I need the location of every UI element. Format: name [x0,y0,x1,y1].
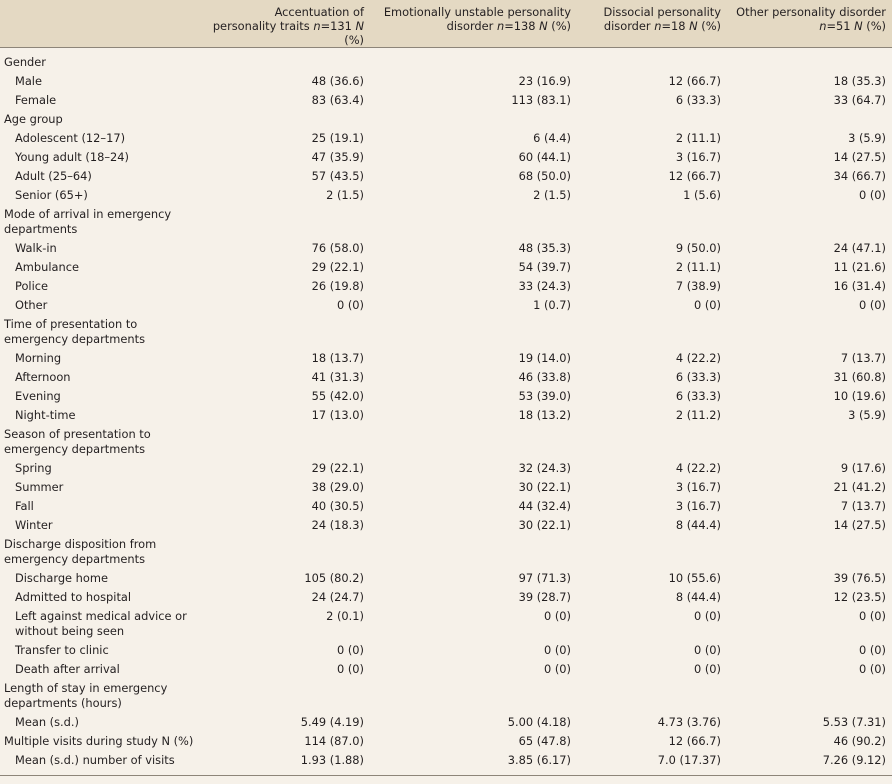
row-label: Female [15,93,57,107]
table-row [0,753,892,775]
category-row [0,48,892,75]
value-cell: 6 (4.4) [533,131,571,145]
row-label: Death after arrival [15,662,120,676]
value-cell: 1.93 (1.88) [300,753,364,767]
row-label: Police [15,279,49,293]
value-cell: 14 (27.5) [833,150,886,164]
table-row [0,298,892,317]
value-cell: 2 (1.5) [326,188,364,202]
value-cell: 7 (13.7) [840,499,886,513]
value-cell: 10 (19.6) [833,389,886,403]
value-cell [370,48,577,75]
row-label: Male [15,74,42,88]
value-cell: 44 (32.4) [518,499,571,513]
value-cell [727,207,892,241]
value-cell: 0 (0) [858,662,886,676]
value-cell [370,681,577,715]
row-label: Mean (s.d.) number of visits [15,753,175,767]
table-row [0,93,892,112]
value-cell: 0 (0) [858,298,886,312]
row-label: Fall [15,499,34,513]
category-label: Time of presentation to emergency departments [4,317,145,346]
value-cell [577,427,727,461]
value-cell: 5.53 (7.31) [822,715,886,729]
value-cell: 0 (0) [858,609,886,623]
value-cell [727,112,892,131]
value-cell: 0 (0) [543,643,571,657]
value-cell: 24 (47.1) [833,241,886,255]
value-cell: 21 (41.2) [833,480,886,494]
value-cell: 0 (0) [693,298,721,312]
category-row [0,112,892,131]
category-row [0,207,892,241]
header-row [0,0,892,48]
value-cell: 47 (35.9) [311,150,364,164]
value-cell: 11 (21.6) [833,260,886,274]
table-row [0,590,892,609]
table-row [0,609,892,643]
value-cell: 14 (27.5) [833,518,886,532]
value-cell [370,207,577,241]
table-row [0,131,892,150]
value-cell: 2 (11.1) [675,131,721,145]
value-cell [207,537,370,571]
category-row [0,427,892,461]
value-cell: 68 (50.0) [518,169,571,183]
header-accentuation: Accentuation of personality traits n=131 N (%) [207,0,370,48]
row-label: Evening [15,389,61,403]
table-row [0,241,892,260]
value-cell: 2 (11.1) [675,260,721,274]
row-label: Walk-in [15,241,57,255]
value-cell: 5.00 (4.18) [507,715,571,729]
value-cell: 0 (0) [336,298,364,312]
value-cell: 53 (39.0) [518,389,571,403]
header-emotionally-unstable: Emotionally unstable personality disorder n=138 N (%) [370,0,577,48]
value-cell: 46 (33.8) [518,370,571,384]
value-cell: 0 (0) [858,643,886,657]
value-cell [370,112,577,131]
value-cell [207,681,370,715]
value-cell [370,537,577,571]
value-cell: 30 (22.1) [518,518,571,532]
table-header [0,0,892,48]
value-cell: 33 (64.7) [833,93,886,107]
category-row [0,317,892,351]
value-cell: 39 (28.7) [518,590,571,604]
value-cell: 0 (0) [543,662,571,676]
value-cell [370,427,577,461]
value-cell: 4 (22.2) [675,351,721,365]
value-cell: 105 (80.2) [304,571,364,585]
value-cell: 12 (66.7) [668,169,721,183]
value-cell [207,427,370,461]
table-row [0,370,892,389]
row-label: Senior (65+) [15,188,88,202]
value-cell: 41 (31.3) [311,370,364,384]
value-cell: 24 (18.3) [311,518,364,532]
value-cell: 18 (13.2) [518,408,571,422]
value-cell [577,207,727,241]
row-label: Spring [15,461,52,475]
table-row [0,389,892,408]
value-cell: 17 (13.0) [311,408,364,422]
value-cell: 12 (23.5) [833,590,886,604]
table-row [0,260,892,279]
table-row [0,571,892,590]
value-cell: 2 (0.1) [326,609,364,623]
row-label: Young adult (18–24) [15,150,129,164]
category-label: Mode of arrival in emergency departments [4,207,172,236]
value-cell [207,207,370,241]
value-cell: 32 (24.3) [518,461,571,475]
table-row [0,499,892,518]
header-dissocial: Dissocial personality disorder n=18 N (%) [577,0,727,48]
value-cell: 3 (16.7) [675,480,721,494]
value-cell: 46 (90.2) [833,734,886,748]
value-cell: 8 (44.4) [675,590,721,604]
table-body [0,48,892,776]
value-cell: 18 (35.3) [833,74,886,88]
value-cell: 2 (1.5) [533,188,571,202]
value-cell: 33 (24.3) [518,279,571,293]
value-cell: 6 (33.3) [675,370,721,384]
value-cell: 24 (24.7) [311,590,364,604]
value-cell [727,48,892,75]
header-blank [0,0,207,48]
table-row [0,662,892,681]
value-cell: 40 (30.5) [311,499,364,513]
value-cell [577,48,727,75]
value-cell: 5.49 (4.19) [300,715,364,729]
value-cell: 0 (0) [693,643,721,657]
header-other: Other personality disorder n=51 N (%) [727,0,892,48]
row-label: Summer [15,480,64,494]
value-cell: 7.0 (17.37) [657,753,721,767]
value-cell: 0 (0) [336,662,364,676]
value-cell: 57 (43.5) [311,169,364,183]
value-cell: 39 (76.5) [833,571,886,585]
value-cell: 3 (16.7) [675,150,721,164]
value-cell: 76 (58.0) [311,241,364,255]
value-cell: 3 (16.7) [675,499,721,513]
row-label: Winter [15,518,53,532]
value-cell: 8 (44.4) [675,518,721,532]
table-row [0,643,892,662]
row-label: Afternoon [15,370,71,384]
value-cell: 3.85 (6.17) [507,753,571,767]
value-cell: 65 (47.8) [518,734,571,748]
value-cell: 0 (0) [693,662,721,676]
table-row [0,461,892,480]
row-label: Night-time [15,408,76,422]
value-cell: 113 (83.1) [511,93,571,107]
row-label: Morning [15,351,62,365]
value-cell [727,537,892,571]
value-cell: 9 (50.0) [675,241,721,255]
value-cell: 16 (31.4) [833,279,886,293]
value-cell: 1 (0.7) [533,298,571,312]
category-label: Age group [4,112,63,126]
table-row [0,74,892,93]
table-row [0,188,892,207]
value-cell: 6 (33.3) [675,93,721,107]
value-cell: 0 (0) [543,609,571,623]
value-cell: 0 (0) [693,609,721,623]
table-row [0,150,892,169]
value-cell: 7.26 (9.12) [822,753,886,767]
category-label: Discharge disposition from emergency departments [4,537,157,566]
value-cell: 38 (29.0) [311,480,364,494]
category-label: Length of stay in emergency departments (hours) [4,681,168,710]
row-label: Other [15,298,48,312]
row-label: Transfer to clinic [15,643,109,657]
value-cell: 0 (0) [336,643,364,657]
table-row [0,408,892,427]
value-cell: 9 (17.6) [840,461,886,475]
category-label: Season of presentation to emergency departments [4,427,151,456]
value-cell: 54 (39.7) [518,260,571,274]
value-cell [577,537,727,571]
row-label: Adult (25–64) [15,169,92,183]
value-cell: 60 (44.1) [518,150,571,164]
value-cell: 4 (22.2) [675,461,721,475]
value-cell: 3 (5.9) [848,408,886,422]
category-row [0,734,892,753]
value-cell: 3 (5.9) [848,131,886,145]
value-cell [207,48,370,75]
value-cell [207,112,370,131]
value-cell: 4.73 (3.76) [657,715,721,729]
table-row [0,518,892,537]
value-cell [727,681,892,715]
row-label: Discharge home [15,571,108,585]
value-cell: 48 (36.6) [311,74,364,88]
value-cell: 25 (19.1) [311,131,364,145]
value-cell: 23 (16.9) [518,74,571,88]
value-cell: 7 (38.9) [675,279,721,293]
table-row [0,480,892,499]
value-cell: 6 (33.3) [675,389,721,403]
row-label: Adolescent (12–17) [15,131,126,145]
value-cell: 114 (87.0) [304,734,364,748]
value-cell: 10 (55.6) [668,571,721,585]
value-cell: 48 (35.3) [518,241,571,255]
value-cell [577,112,727,131]
value-cell: 2 (11.2) [675,408,721,422]
value-cell: 18 (13.7) [311,351,364,365]
category-label: Gender [4,55,46,69]
value-cell: 31 (60.8) [833,370,886,384]
row-label: Admitted to hospital [15,590,132,604]
value-cell [577,317,727,351]
value-cell: 0 (0) [858,188,886,202]
value-cell: 55 (42.0) [311,389,364,403]
value-cell: 30 (22.1) [518,480,571,494]
value-cell: 12 (66.7) [668,74,721,88]
table-row [0,169,892,188]
row-label: Left against medical advice or without being seen [15,609,187,638]
value-cell: 97 (71.3) [518,571,571,585]
value-cell: 26 (19.8) [311,279,364,293]
value-cell [577,681,727,715]
category-row [0,537,892,571]
value-cell [727,427,892,461]
category-row [0,681,892,715]
value-cell: 83 (63.4) [311,93,364,107]
table-row [0,279,892,298]
value-cell: 7 (13.7) [840,351,886,365]
value-cell: 12 (66.7) [668,734,721,748]
value-cell [207,317,370,351]
value-cell: 19 (14.0) [518,351,571,365]
value-cell: 34 (66.7) [833,169,886,183]
category-label: Multiple visits during study N (%) [4,734,194,748]
value-cell: 29 (22.1) [311,260,364,274]
row-label: Mean (s.d.) [15,715,79,729]
table-row [0,715,892,734]
table-row [0,351,892,370]
value-cell: 1 (5.6) [683,188,721,202]
value-cell [727,317,892,351]
row-label: Ambulance [15,260,79,274]
value-cell [370,317,577,351]
value-cell: 29 (22.1) [311,461,364,475]
